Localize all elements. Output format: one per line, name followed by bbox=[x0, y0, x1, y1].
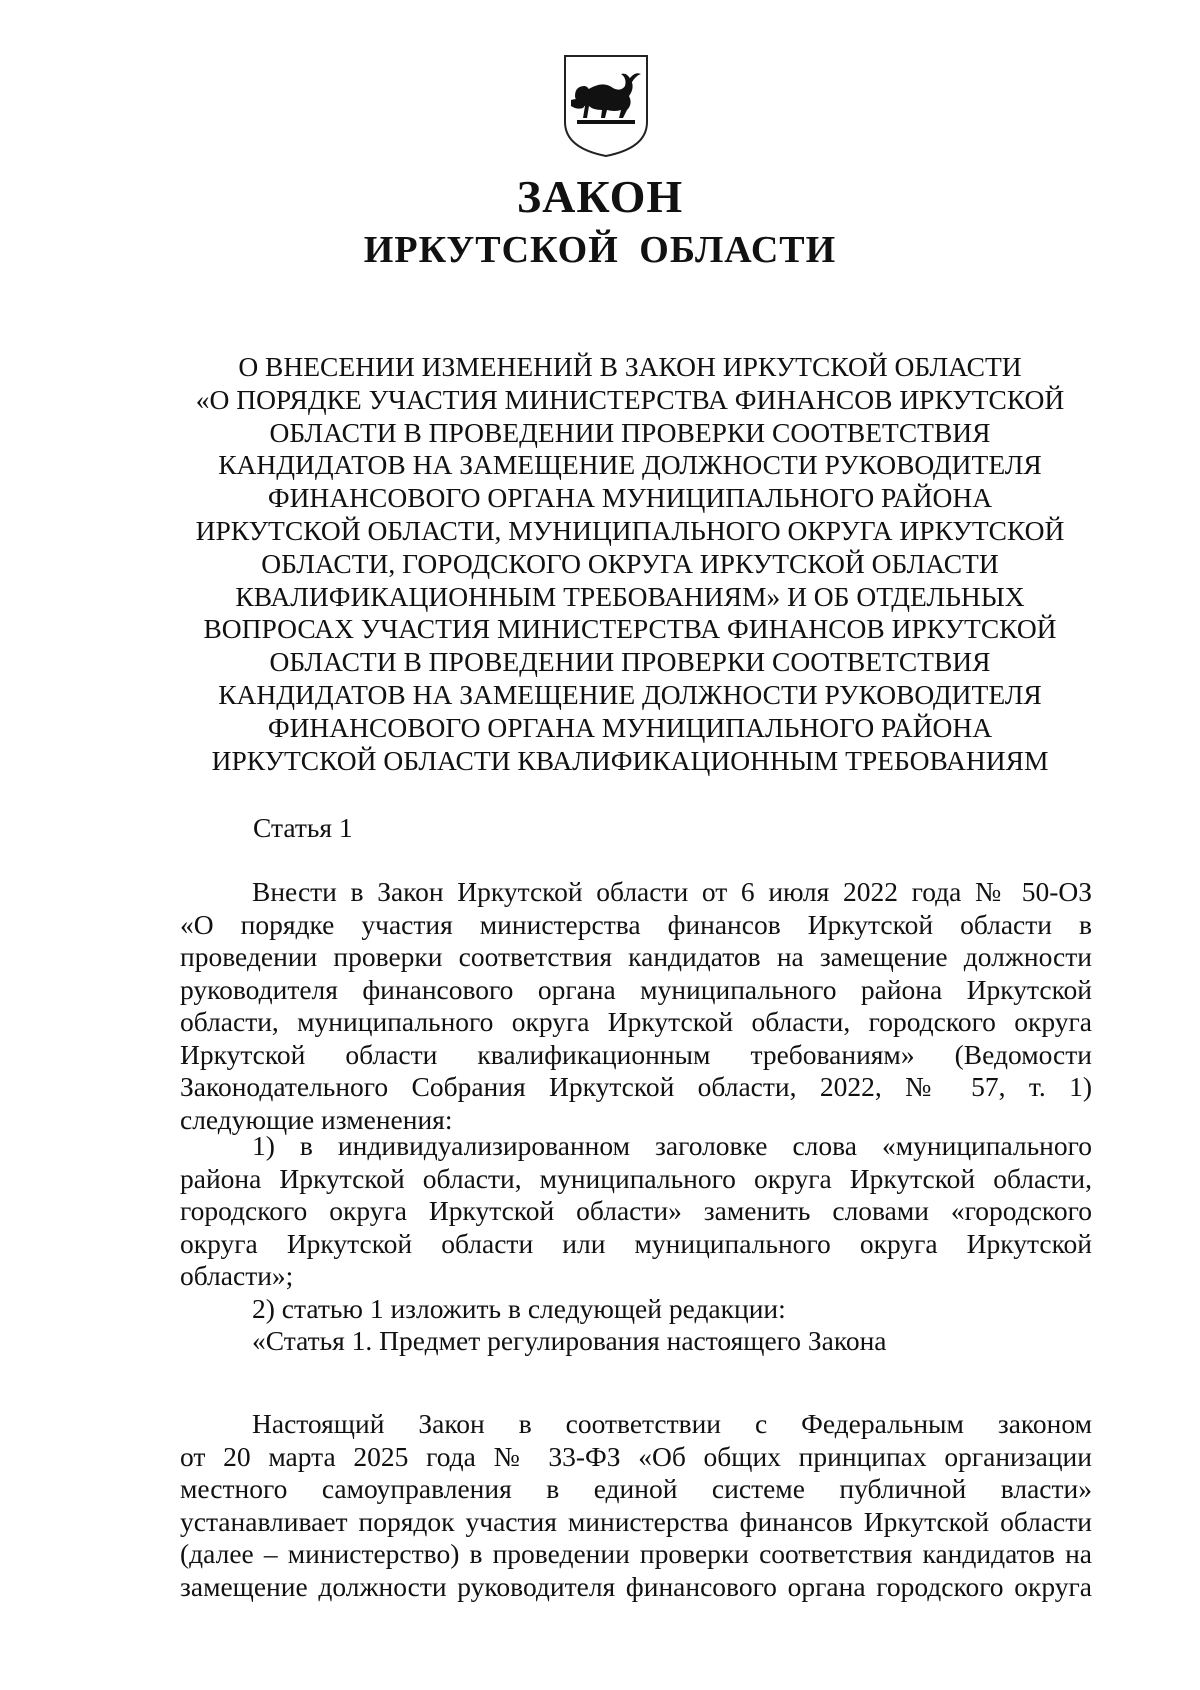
text-line: 1) в индивидуализированном заголовке слова «муниципального bbox=[252, 1130, 1092, 1161]
text-line: устанавливает порядок участия министерства финансов Иркутской области bbox=[180, 1505, 1092, 1537]
text-line: области»; bbox=[180, 1260, 294, 1291]
heading-line: «О ПОРЯДКЕ УЧАСТИЯ МИНИСТЕРСТВА ФИНАНСОВ ИРКУТСКОЙ bbox=[195, 383, 1065, 415]
text-line: района Иркутской области, муниципального округа Иркутской области, bbox=[180, 1162, 1092, 1194]
heading-line: ОБЛАСТИ, ГОРОДСКОГО ОКРУГА ИРКУТСКОЙ ОБЛАСТИ bbox=[261, 547, 999, 579]
text-line: местного самоуправления в единой системе публичной власти» bbox=[180, 1473, 1092, 1504]
heading-line: ИРКУТСКОЙ ОБЛАСТИ КВАЛИФИКАЦИОННЫМ ТРЕБОВАНИЯМ bbox=[211, 744, 1049, 776]
heading-line: КАНДИДАТОВ НА ЗАМЕЩЕНИЕ ДОЛЖНОСТИ РУКОВОДИТЕЛЯ bbox=[218, 449, 1042, 481]
article-label: Статья 1 bbox=[253, 812, 353, 843]
text-line: городского округа Иркутской области» заменить словами «городского bbox=[180, 1195, 1092, 1226]
heading-line: О ВНЕСЕНИИ ИЗМЕНЕНИЙ В ЗАКОН ИРКУТСКОЙ ОБЛАСТИ bbox=[238, 351, 1022, 382]
item-2 bbox=[180, 1293, 1092, 1326]
law-title: ЗАКОН bbox=[516, 171, 684, 222]
heading-line: ФИНАНСОВОГО ОРГАНА МУНИЦИПАЛЬНОГО РАЙОНА bbox=[267, 711, 993, 743]
text-line: следующие изменения: bbox=[180, 1103, 453, 1135]
text-line: (далее – министерство) в проведении проверки соответствия кандидатов на bbox=[180, 1538, 1092, 1569]
paragraph-subject-of-regulation bbox=[180, 1408, 1092, 1603]
text-line: округа Иркутской области или муниципального округа Иркутской bbox=[180, 1227, 1092, 1259]
heading-line: ВОПРОСАХ УЧАСТИЯ МИНИСТЕРСТВА ФИНАНСОВ ИРКУТСКОЙ bbox=[203, 613, 1057, 645]
text-line: замещение должности руководителя финансового органа городского округа bbox=[180, 1570, 1092, 1602]
document-heading bbox=[170, 351, 1090, 777]
text-line: Внести в Закон Иркутской области от 6 июля 2022 года № 50-ОЗ bbox=[252, 876, 1092, 907]
heading-line: КАНДИДАТОВ НА ЗАМЕЩЕНИЕ ДОЛЖНОСТИ РУКОВОДИТЕЛЯ bbox=[218, 678, 1042, 710]
text-line: области, муниципального округа Иркутской области, городского округа bbox=[180, 1006, 1092, 1037]
heading-line: КВАЛИФИКАЦИОННЫМ ТРЕБОВАНИЯМ» И ОБ ОТДЕЛЬНЫХ bbox=[235, 580, 1025, 612]
text-line: проведении проверки соответствия кандидатов на замещение должности bbox=[180, 941, 1092, 972]
text-line: Законодательного Собрания Иркутской области, 2022, № 57, т. 1) bbox=[180, 1071, 1092, 1102]
text-line: «О порядке участия министерства финансов Иркутской области в bbox=[180, 908, 1092, 940]
heading-line: ИРКУТСКОЙ ОБЛАСТИ, МУНИЦИПАЛЬНОГО ОКРУГА ИРКУТСКОЙ bbox=[195, 514, 1065, 546]
quoted-article-title bbox=[180, 1325, 1092, 1358]
heading-line: ОБЛАСТИ В ПРОВЕДЕНИИ ПРОВЕРКИ СООТВЕТСТВИЯ bbox=[269, 416, 991, 448]
irkutsk-oblast-coat-of-arms-icon bbox=[561, 52, 651, 160]
text-line: руководителя финансового органа муниципального района Иркутской bbox=[180, 973, 1092, 1005]
text-line: Настоящий Закон в соответствии с Федеральным законом bbox=[252, 1408, 1092, 1439]
paragraph-amendment-intro bbox=[180, 876, 1092, 1136]
text-line: 2) статью 1 изложить в следующей редакции: bbox=[252, 1293, 786, 1324]
text-line: Иркутской области квалификационным требованиям» (Ведомости bbox=[180, 1038, 1092, 1070]
law-region-title: ИРКУТСКОЙ ОБЛАСТИ bbox=[363, 229, 837, 271]
text-line: «Статья 1. Предмет регулирования настоящего Закона bbox=[252, 1325, 887, 1356]
heading-line: ОБЛАСТИ В ПРОВЕДЕНИИ ПРОВЕРКИ СООТВЕТСТВИЯ bbox=[269, 646, 991, 678]
item-1 bbox=[180, 1130, 1092, 1293]
text-line: от 20 марта 2025 года № 33-ФЗ «Об общих принципах организации bbox=[180, 1440, 1092, 1472]
heading-line: ФИНАНСОВОГО ОРГАНА МУНИЦИПАЛЬНОГО РАЙОНА bbox=[267, 482, 993, 514]
